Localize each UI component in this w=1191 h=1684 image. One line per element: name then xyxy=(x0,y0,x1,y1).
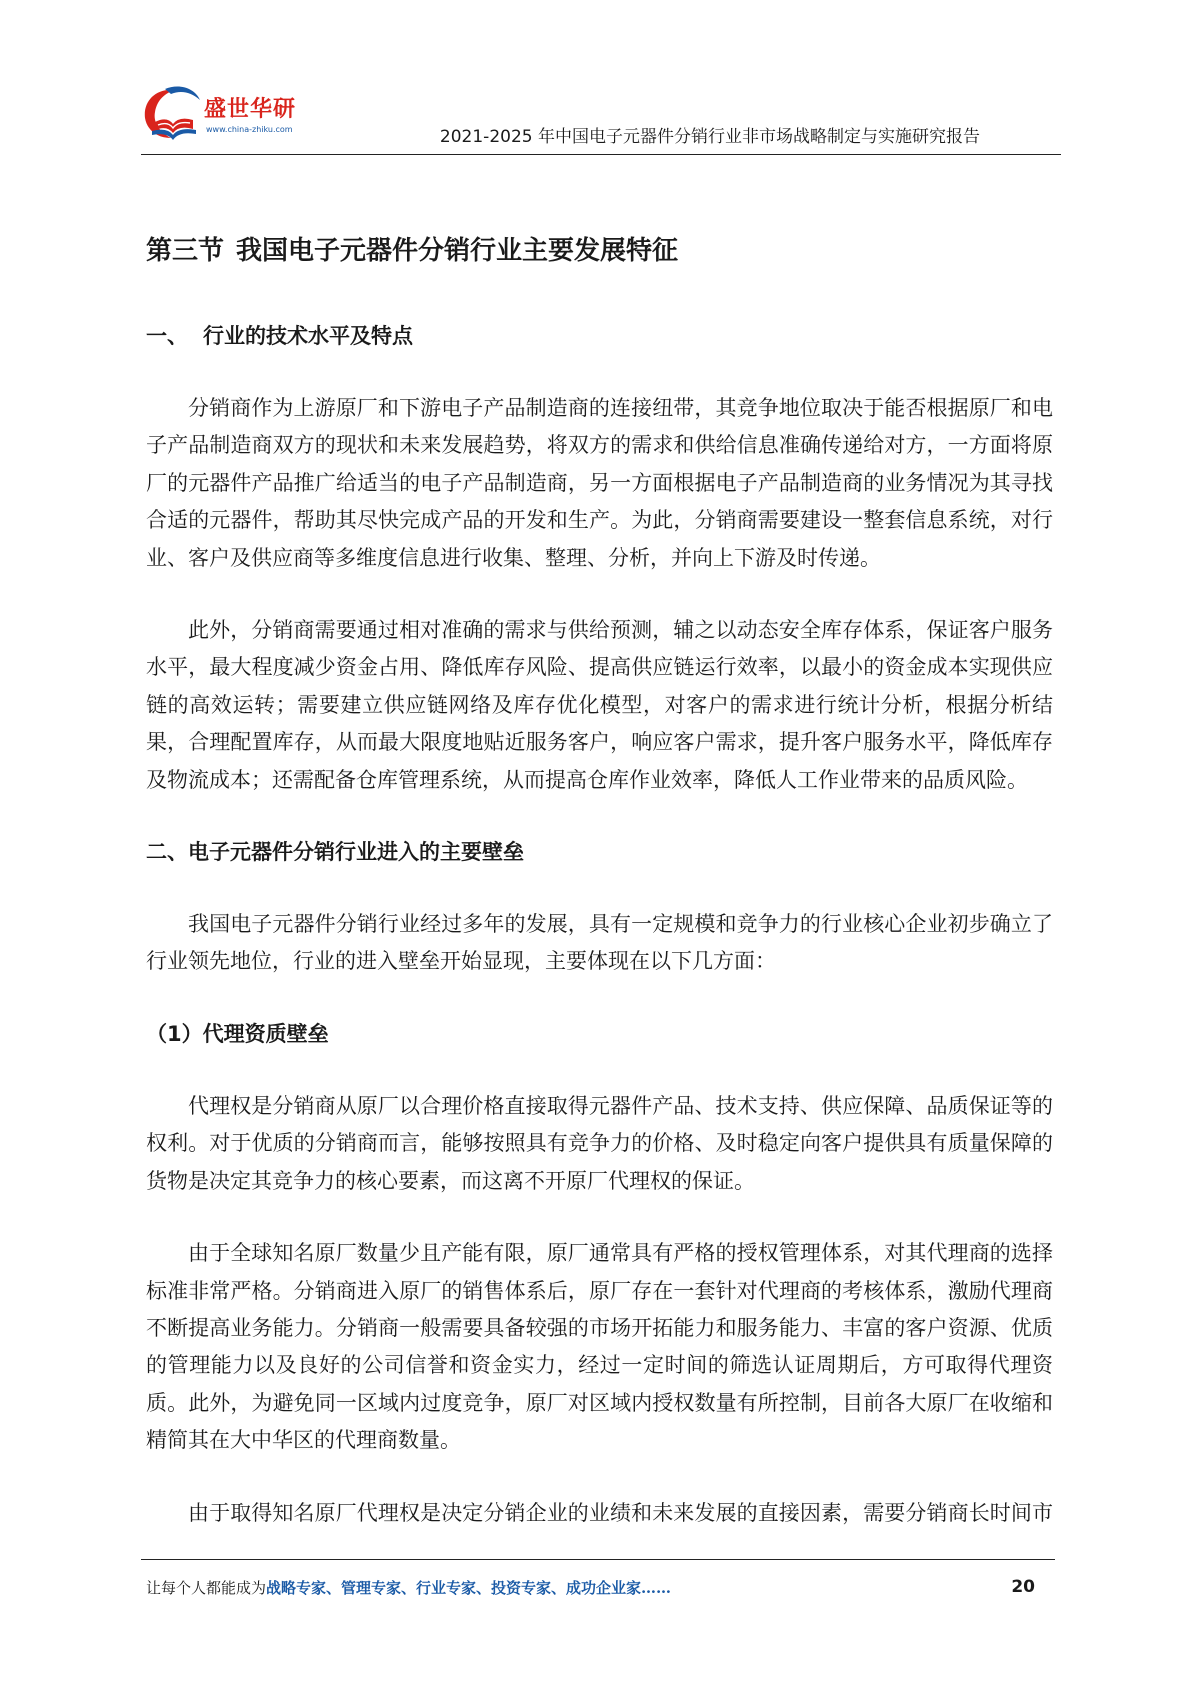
header-divider xyxy=(141,154,1061,155)
section-title-text: 我国电子元器件分销行业主要发展特征 xyxy=(236,236,679,266)
section-title xyxy=(146,233,1053,269)
section-number: 第三节 xyxy=(146,236,225,266)
heading-text: 行业的技术水平及特点 xyxy=(203,324,413,348)
page-number: 20 xyxy=(1011,1577,1035,1597)
page-content xyxy=(146,233,1053,1532)
paragraph: 由于全球知名原厂数量少且产能有限，原厂通常具有严格的授权管理体系，对其代理商的选择标准非常严格。分销商进入原厂的销售体系后，原厂存在一套针对代理商的考核体系，激励代理商不断提高业务能力。分销商一般需要具备较强的市场开拓能力和服务能力、丰富的客户资源、优质的管理能力以及良好的公司信誉和资金实力，经过一定时间的筛选认证周期后，方可取得代理资质。此外，为避免同一区域内过度竞争，原厂对区域内授权数量有所控制，目前各大原厂在收缩和精简其在大中华区的代理商数量。 xyxy=(146,1241,1053,1453)
heading-number: 一、 xyxy=(146,324,188,348)
slogan-highlight: 战略专家、管理专家、行业专家、投资专家、成功企业家…… xyxy=(266,1579,672,1597)
footer-divider xyxy=(141,1559,1055,1560)
report-title: 2021-2025 年中国电子元器件分销行业非市场战略制定与实施研究报告 xyxy=(439,127,980,147)
slogan-prefix: 让每个人都能成为 xyxy=(146,1579,267,1597)
paragraph: 分销商作为上游原厂和下游电子产品制造商的连接纽带，其竞争地位取决于能否根据原厂和电子产品制造商双方的现状和未来发展趋势，将双方的需求和供给信息准确传递给对方，一方面将原厂的元器件产品推广给适当的电子产品制造商，另一方面根据电子产品制造商的业务情况为其寻找合适的元器件，帮助其尽快完成产品的开发和生产。为此，分销商需要建设一整套信息系统，对行业、客户及供应商等多维度信息进行收集、整理、分析，并向上下游及时传递。 xyxy=(146,396,1053,570)
footer-slogan xyxy=(146,1577,671,1599)
heading-entry-barriers: 二、电子元器件分销行业进入的主要壁垒 xyxy=(146,840,524,865)
paragraph: 此外，分销商需要通过相对准确的需求与供给预测，辅之以动态安全库存体系，保证客户服务水平，最大程度减少资金占用、降低库存风险、提高供应链运行效率，以最小的资金成本实现供应链的高效运转；需要建立供应链网络及库存优化模型，对客户的需求进行统计分析，根据分析结果，合理配置库存，从而最大限度地贴近服务客户，响应客户需求，提升客户服务水平，降低库存及物流成本；还需配备仓库管理系统，从而提高仓库作业效率，降低人工作业带来的品质风险。 xyxy=(146,618,1053,792)
heading-tech-level xyxy=(146,318,1053,355)
heading-agency-qualification: （1）代理资质壁垒 xyxy=(146,1021,329,1046)
paragraph: 代理权是分销商从原厂以合理价格直接取得元器件产品、技术支持、供应保障、品质保证等的权利。对于优质的分销商而言，能够按照具有竞争力的价格、及时稳定向客户提供具有质量保障的货物是决定其竞争力的核心要素，而这离不开原厂代理权的保证。 xyxy=(146,1093,1053,1193)
logo-url: www.china-zhiku.com xyxy=(206,125,293,134)
logo-name: 盛世华研 xyxy=(204,97,297,122)
paragraph: 由于取得知名原厂代理权是决定分销企业的业绩和未来发展的直接因素，需要分销商长时间市 xyxy=(188,1500,1053,1525)
paragraph: 我国电子元器件分销行业经过多年的发展，具有一定规模和竞争力的行业核心企业初步确立了行业领先地位，行业的进入壁垒开始显现，主要体现在以下几方面： xyxy=(146,912,1053,974)
logo xyxy=(141,84,306,142)
logo-emblem-icon xyxy=(141,84,201,142)
